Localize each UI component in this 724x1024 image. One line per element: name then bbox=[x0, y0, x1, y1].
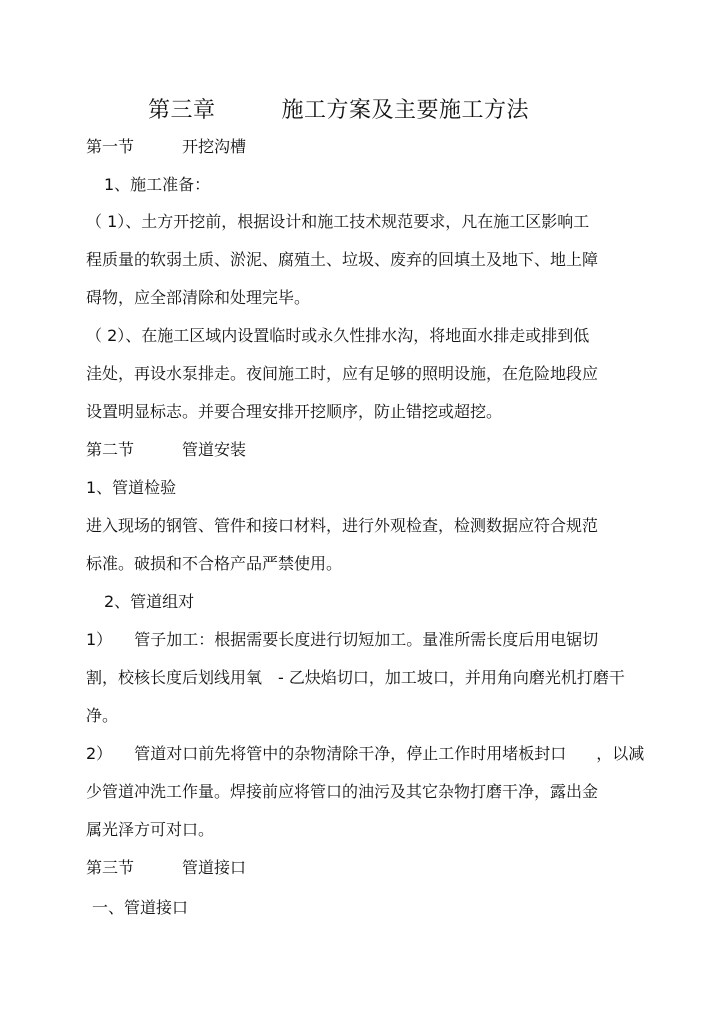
section-title: 管道安装 bbox=[182, 440, 247, 459]
section-heading-2 bbox=[86, 439, 246, 461]
paragraph-line: 进入现场的钢管、管件和接口材料，进行外观检查，检测数据应符合规范 bbox=[86, 516, 599, 535]
item-heading: 2、管道组对 bbox=[104, 592, 195, 611]
paragraph-line: 设置明显标志。并要合理安排开挖顺序，防止错挖或超挖。 bbox=[86, 402, 503, 421]
paragraph-line: 属光泽方可对口。 bbox=[86, 820, 215, 839]
paragraph-line: 标准。破损和不合格产品严禁使用。 bbox=[86, 554, 343, 573]
list-number: 2） bbox=[86, 744, 113, 763]
chapter-number: 第三章 bbox=[148, 98, 216, 123]
section-heading-1 bbox=[86, 136, 246, 158]
paragraph-line: 1） 管子加工：根据需要长度进行切短加工。量准所需长度后用电锯切 bbox=[86, 630, 599, 649]
paragraph-line: 碍物，应全部清除和处理完毕。 bbox=[86, 288, 311, 307]
chapter-title: 施工方案及主要施工方法 bbox=[281, 98, 530, 123]
paragraph-line: 2） 管道对口前先将管中的杂物清除干净，停止工作时用堵板封口 ，以减 bbox=[86, 744, 645, 763]
section-number: 第一节 bbox=[86, 137, 135, 156]
item-heading: 1、施工准备： bbox=[104, 175, 211, 194]
chapter-heading bbox=[148, 96, 529, 126]
list-number: 1） bbox=[86, 630, 113, 649]
section-title: 开挖沟槽 bbox=[182, 137, 247, 156]
item-heading: 一、管道接口 bbox=[92, 898, 189, 917]
paragraph-line: （ 2）、在施工区域内设置临时或永久性排水沟，将地面水排走或排到低 bbox=[86, 326, 590, 345]
paragraph-line: 洼处，再设水泵排走。夜间施工时，应有足够的照明设施，在危险地段应 bbox=[86, 364, 599, 383]
paragraph-line: 割，校核长度后划线用氧 - 乙炔焰切口，加工坡口，并用角向磨光机打磨干 bbox=[86, 668, 625, 687]
section-number: 第二节 bbox=[86, 440, 135, 459]
section-number: 第三节 bbox=[86, 858, 135, 877]
paragraph-line: 程质量的软弱土质、淤泥、腐殖土、垃圾、废弃的回填土及地下、地上障 bbox=[86, 250, 599, 269]
paragraph-line: 净。 bbox=[86, 706, 119, 725]
section-heading-3 bbox=[86, 857, 246, 879]
paragraph-line: （ 1）、土方开挖前，根据设计和施工技术规范要求，凡在施工区影响工 bbox=[86, 212, 590, 231]
section-title: 管道接口 bbox=[182, 858, 247, 877]
item-heading: 1、管道检验 bbox=[86, 478, 177, 497]
paragraph-line: 少管道冲洗工作量。焊接前应将管口的油污及其它杂物打磨干净，露出金 bbox=[86, 782, 599, 801]
